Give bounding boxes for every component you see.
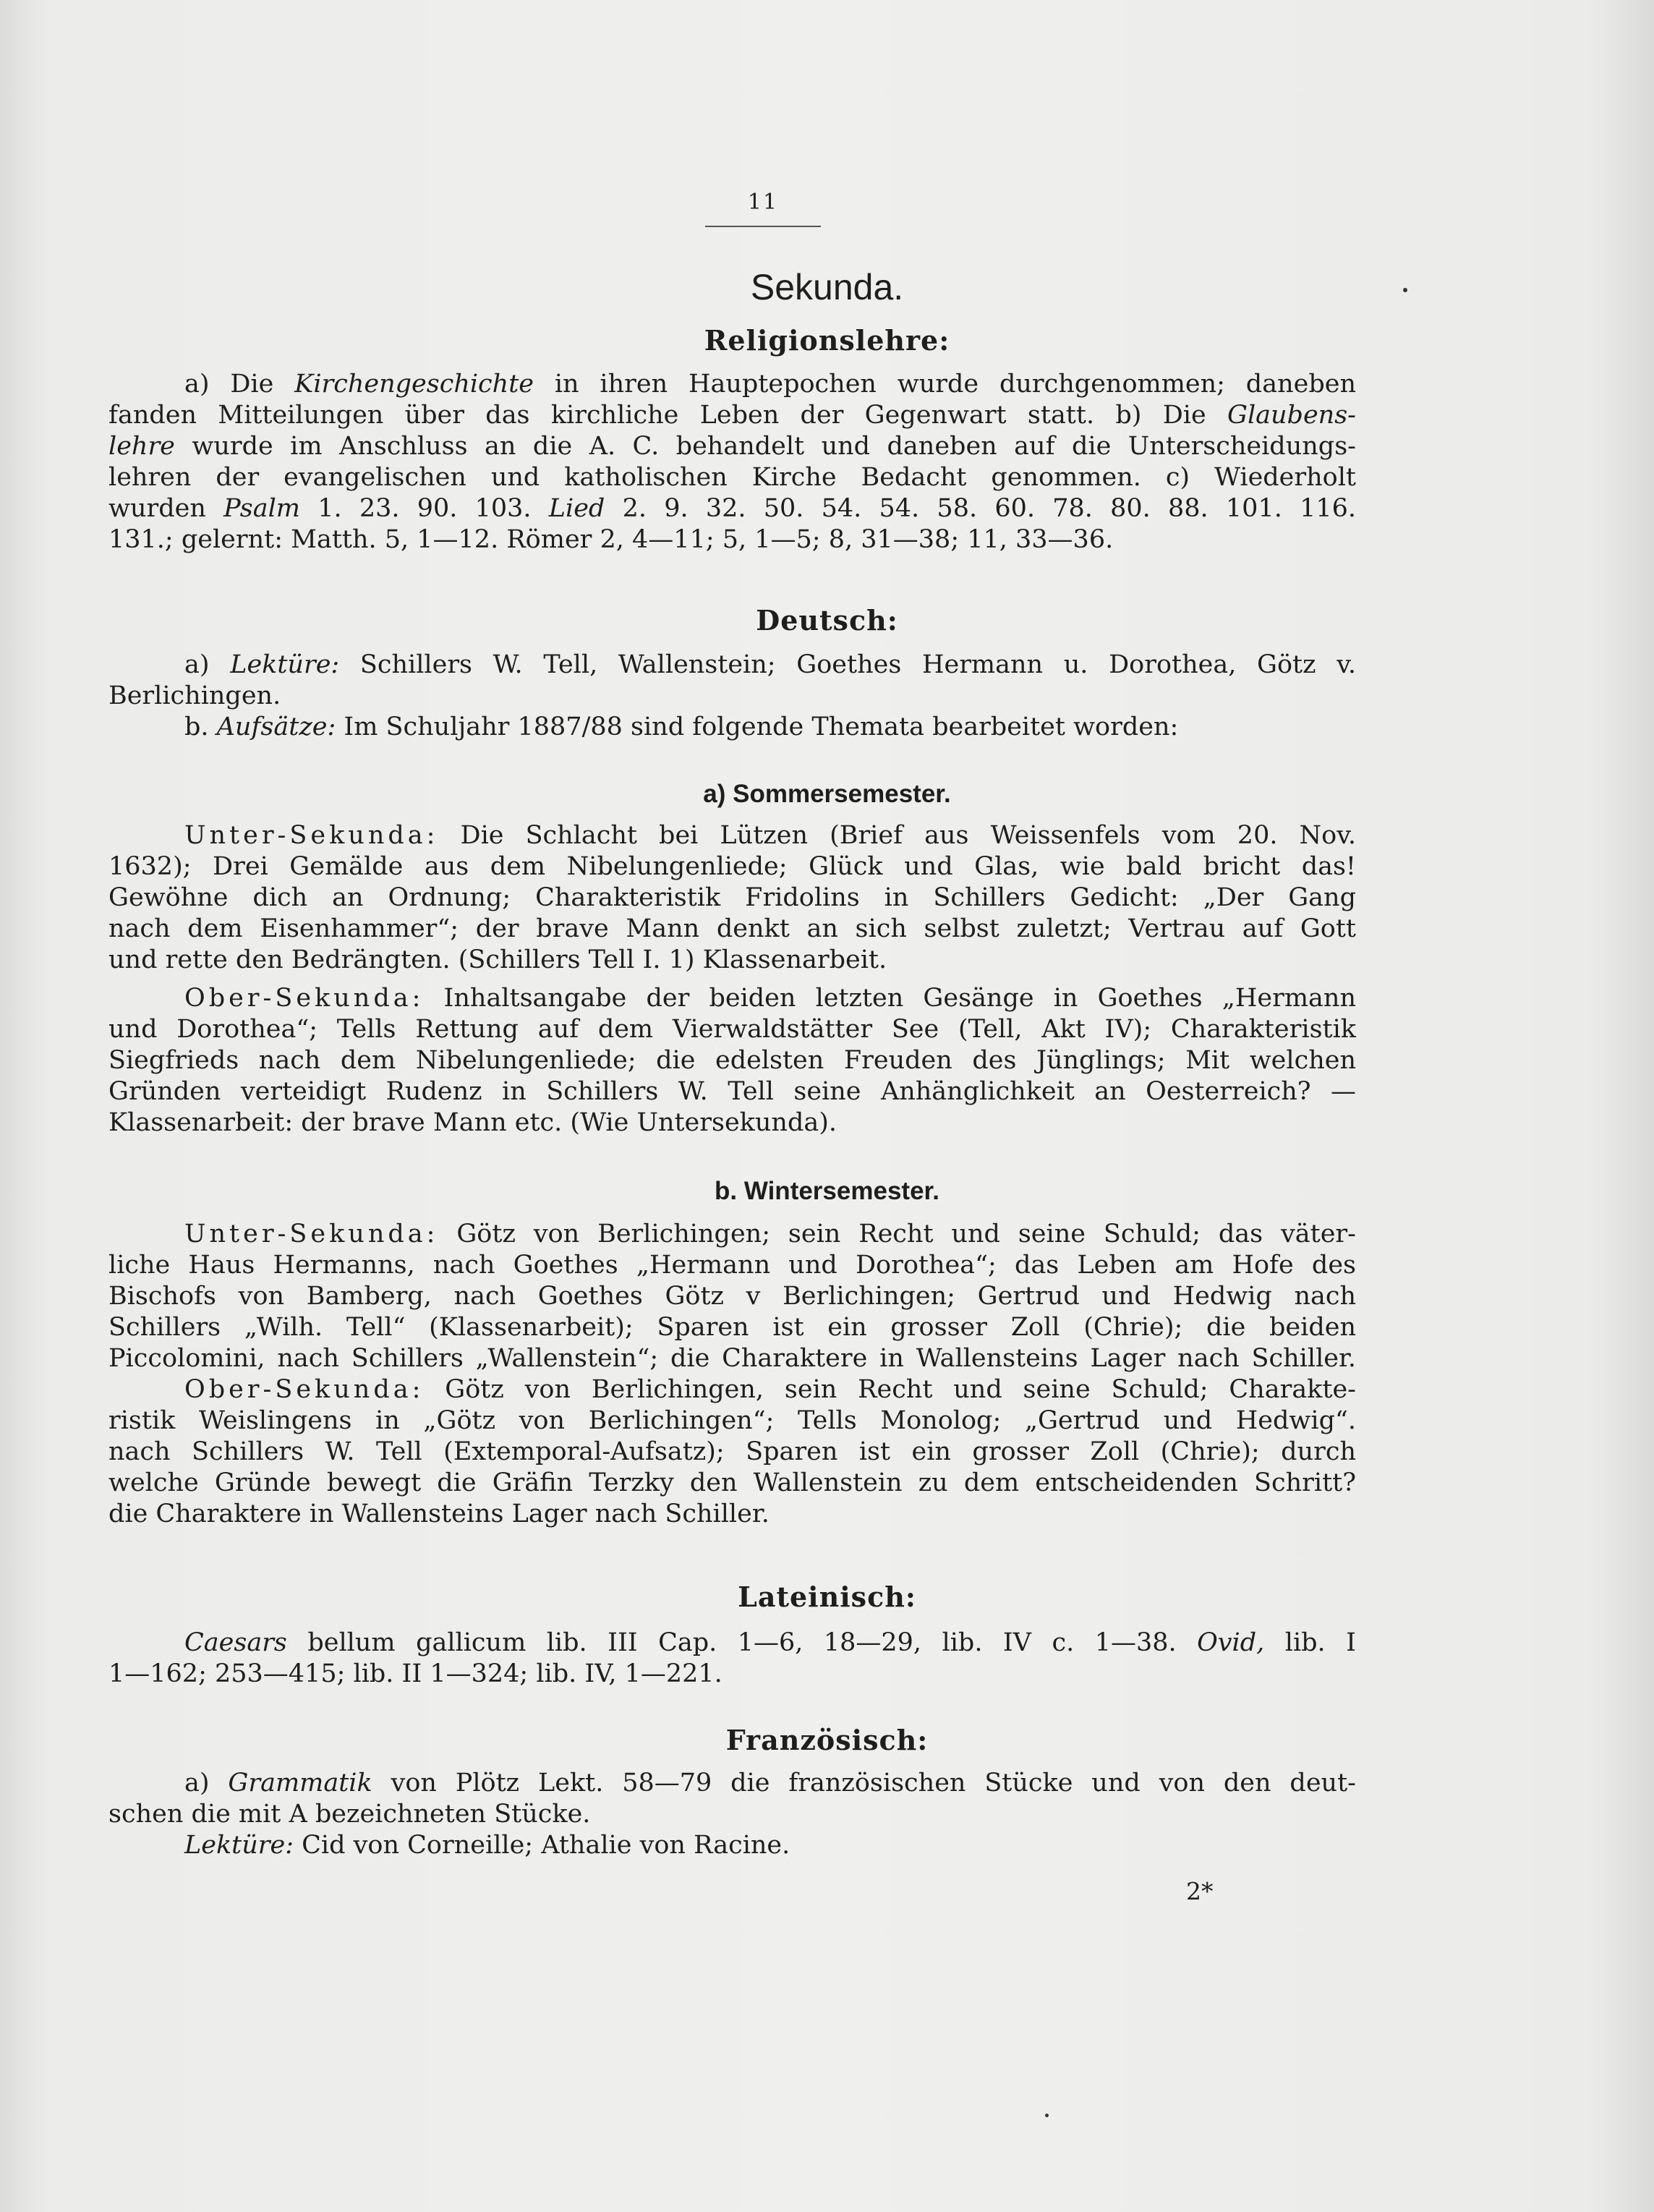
text-line: 1632); Drei Gemälde aus dem Nibelungenliede; Glück und Glas, wie bald bricht das!: [108, 852, 1356, 881]
franz-paragraph: [108, 1768, 1356, 1861]
text-line: die Charaktere in Wallensteins Lager nach Schiller.: [108, 1500, 770, 1528]
summer-heading: a) Sommersemester.: [703, 780, 951, 808]
text-line: lehren der evangelischen und katholischen Kirche Bedacht genommen. c) Wiederholt: [108, 463, 1356, 492]
franz-heading: Französisch:: [725, 1724, 929, 1756]
text-line: Ober-Sekunda: Götz von Berlichingen, sein Recht und seine Schuld; Charakte-: [184, 1375, 1356, 1404]
text-line: Schillers „Wilh. Tell“ (Klassenarbeit); Sparen ist ein grosser Zoll (Chrie); die beiden: [108, 1313, 1356, 1342]
summer-ober-paragraph: [108, 983, 1356, 1139]
text-line: Gewöhne dich an Ordnung; Charakteristik Fridolins in Schillers Gedicht: „Der Gang: [108, 883, 1356, 912]
text-line: welche Gründe bewegt die Gräfin Terzky den Wallenstein zu dem entscheidenden Schritt?: [108, 1468, 1356, 1497]
text-line: Unter-Sekunda: Die Schlacht bei Lützen (Brief aus Weissenfels vom 20. Nov.: [184, 821, 1356, 850]
text-line: fanden Mitteilungen über das kirchliche Leben der Gegenwart statt. b) Die Glaubens-: [108, 401, 1356, 430]
page-number: 11: [747, 190, 779, 215]
winter-unter-paragraph: [108, 1219, 1356, 1374]
text-line: a) Die Kirchengeschichte in ihren Hauptepochen wurde durchgenommen; daneben: [184, 370, 1356, 399]
text-line: Lektüre: Cid von Corneille; Athalie von Racine.: [184, 1831, 790, 1860]
text-line: Unter-Sekunda: Götz von Berlichingen; sein Recht und seine Schuld; das väter-: [184, 1220, 1356, 1248]
text-line: liche Haus Hermanns, nach Goethes „Hermann und Dorothea“; das Leben am Hofe des: [108, 1251, 1356, 1280]
text-line: Piccolomini, nach Schillers „Wallenstein“; die Charaktere in Wallensteins Lager nach Schiller.: [108, 1344, 1356, 1373]
text-line: Klassenarbeit: der brave Mann etc. (Wie Untersekunda).: [108, 1108, 837, 1137]
ink-speck: [1403, 288, 1407, 292]
text-line: Siegfrieds nach dem Nibelungenliede; die edelsten Freuden des Jünglings; Mit welchen: [108, 1046, 1356, 1075]
text-line: a) Grammatik von Plötz Lekt. 58—79 die französischen Stücke und von den deut-: [184, 1769, 1356, 1798]
latein-heading: Lateinisch:: [738, 1581, 916, 1613]
text-line: Berlichingen.: [108, 681, 281, 710]
religion-paragraph: [108, 369, 1356, 556]
winter-heading: b. Wintersemester.: [715, 1177, 939, 1205]
deutsch-heading: Deutsch:: [756, 604, 898, 637]
text-line: a) Lektüre: Schillers W. Tell, Wallenstein; Goethes Hermann u. Dorothea, Götz v.: [184, 650, 1356, 679]
text-line: Gründen verteidigt Rudenz in Schillers W. Tell seine Anhänglichkeit an Oesterreich? —: [108, 1077, 1356, 1106]
text-line: Caesars bellum gallicum lib. III Cap. 1—6, 18—29, lib. IV c. 1—38. Ovid, lib. I: [184, 1628, 1356, 1657]
text-line: nach dem Eisenhammer“; der brave Mann denkt an sich selbst zuletzt; Vertrau auf Gott: [108, 914, 1356, 943]
text-line: Bischofs von Bamberg, nach Goethes Götz v Berlichingen; Gertrud und Hedwig nach: [108, 1282, 1356, 1311]
section-heading: Sekunda.: [750, 267, 904, 307]
text-line: b. Aufsätze: Im Schuljahr 1887/88 sind folgende Themata bearbeitet worden:: [184, 712, 1179, 741]
religion-heading: Religionslehre:: [704, 324, 950, 357]
text-line: 1—162; 253—415; lib. II 1—324; lib. IV, 1—221.: [108, 1659, 722, 1688]
signature-mark: 2*: [1186, 1877, 1214, 1905]
text-line: nach Schillers W. Tell (Extemporal-Aufsatz); Sparen ist ein grosser Zoll (Chrie); durch: [108, 1437, 1356, 1466]
page-number-rule: [705, 226, 821, 227]
latein-paragraph: [108, 1628, 1356, 1690]
text-line: lehre wurde im Anschluss an die A. C. behandelt und daneben auf die Unterscheidungs-: [108, 432, 1356, 461]
winter-ober-paragraph: [108, 1374, 1356, 1530]
text-line: und Dorothea“; Tells Rettung auf dem Vierwaldstätter See (Tell, Akt IV); Charakteristik: [108, 1015, 1356, 1044]
summer-unter-paragraph: [108, 820, 1356, 976]
text-line: Ober-Sekunda: Inhaltsangabe der beiden letzten Gesänge in Goethes „Hermann: [184, 984, 1356, 1013]
text-line: ristik Weislingens in „Götz von Berlichingen“; Tells Monolog; „Gertrud und Hedwig“.: [108, 1406, 1356, 1435]
text-line: und rette den Bedrängten. (Schillers Tell I. 1) Klassenarbeit.: [108, 945, 887, 974]
text-line: 131.; gelernt: Matth. 5, 1—12. Römer 2, 4—11; 5, 1—5; 8, 31—38; 11, 33—36.: [108, 525, 1114, 554]
ink-speck: [1045, 2114, 1049, 2117]
deutsch-lekture: [108, 650, 1356, 743]
text-line: schen die mit A bezeichneten Stücke.: [108, 1800, 591, 1829]
text-line: wurden Psalm 1. 23. 90. 103. Lied 2. 9. 32. 50. 54. 54. 58. 60. 78. 80. 88. 101. 116.: [108, 494, 1356, 523]
